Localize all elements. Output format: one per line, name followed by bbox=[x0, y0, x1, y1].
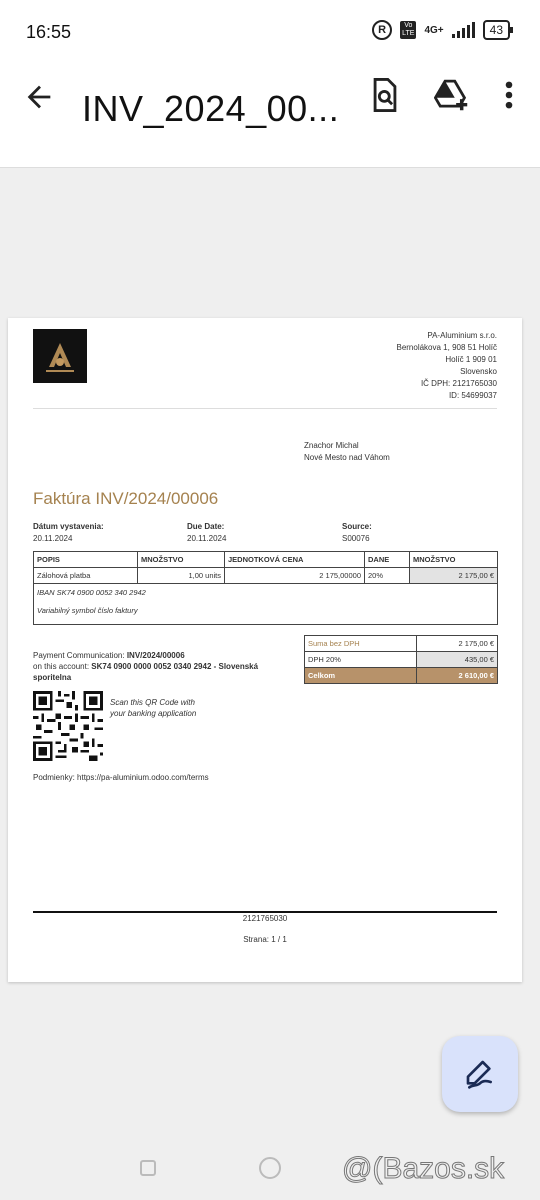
total-row: Celkom 2 610,00 € bbox=[305, 668, 498, 684]
col-header: MNOŽSTVO bbox=[138, 552, 225, 568]
totals-table bbox=[304, 635, 498, 684]
meta-due-date: Due Date: 20.11.2024 bbox=[187, 522, 227, 543]
app-bar bbox=[0, 64, 540, 168]
qr-code bbox=[33, 691, 103, 761]
document-title: INV_2024_00... bbox=[82, 88, 340, 129]
home-button[interactable] bbox=[259, 1157, 281, 1179]
status-icons bbox=[372, 20, 510, 40]
cell-description: Zálohová platba bbox=[34, 568, 138, 584]
volte-icon: Vo LTE bbox=[402, 22, 415, 37]
variable-symbol-note: Variabilný symbol číslo faktury bbox=[37, 606, 138, 615]
status-time: 16:55 bbox=[26, 22, 72, 42]
company-logo bbox=[33, 329, 87, 383]
edit-signature-button[interactable] bbox=[442, 1036, 518, 1112]
cell-unit-price: 2 175,00000 bbox=[225, 568, 365, 584]
iban-note: IBAN SK74 0900 0052 340 2942 bbox=[37, 588, 146, 597]
status-bar bbox=[0, 0, 540, 64]
col-header: POPIS bbox=[34, 552, 138, 568]
payment-communication: Payment Communication: INV/2024/00006 on this account: SK74 0900 0000 0052 0340 2942 - Slovenská sporitelna bbox=[33, 651, 259, 682]
footer-divider bbox=[33, 911, 497, 913]
registered-icon: R bbox=[372, 20, 392, 40]
cell-quantity: 1,00 units bbox=[138, 568, 225, 584]
table-header-row bbox=[34, 552, 498, 568]
cell-amount: 2 175,00 € bbox=[410, 568, 498, 584]
invoice-page bbox=[8, 318, 522, 982]
col-header: JEDNOTKOVÁ CENA bbox=[225, 552, 365, 568]
add-to-drive-icon[interactable] bbox=[434, 76, 468, 114]
more-vert-icon[interactable] bbox=[494, 76, 524, 114]
meta-source: Source: S00076 bbox=[342, 522, 372, 543]
network-type: 4G+ bbox=[424, 24, 444, 36]
customer-address: Znachor Michal Nové Mesto nad Váhom bbox=[304, 441, 390, 462]
signal-icon bbox=[452, 22, 475, 38]
invoice-lines-table bbox=[33, 551, 498, 584]
watermark: @(Bazos.sk bbox=[342, 1152, 505, 1185]
qr-hint: Scan this QR Code with your banking application bbox=[110, 698, 197, 718]
cell-tax: 20% bbox=[365, 568, 410, 584]
search-document-icon[interactable] bbox=[368, 76, 402, 114]
edit-signature-icon bbox=[464, 1058, 496, 1090]
system-nav-bar bbox=[0, 1140, 540, 1200]
company-address: PA-Aluminium s.r.o. Bernolákova 1, 908 51 Holíč Holíč 1 909 01 Slovensko IČ DPH: 2121765030 ID: 54699037 bbox=[396, 331, 497, 400]
footer-company-id: 2121765030 bbox=[242, 914, 288, 923]
recents-button[interactable] bbox=[140, 1160, 156, 1176]
tax-row: DPH 20% 435,00 € bbox=[305, 652, 498, 668]
col-header: DANE bbox=[365, 552, 410, 568]
col-header: MNOŽSTVO bbox=[410, 552, 498, 568]
meta-issue-date: Dátum vystavenia: 20.11.2024 bbox=[33, 522, 104, 543]
back-arrow-icon[interactable] bbox=[22, 80, 56, 114]
terms-link: Podmienky: https://pa-aluminium.odoo.com/terms bbox=[33, 773, 209, 782]
table-row bbox=[34, 568, 498, 584]
divider bbox=[33, 408, 497, 409]
subtotal-row: Suma bez DPH 2 175,00 € bbox=[305, 636, 498, 652]
iban-note-box bbox=[33, 583, 498, 625]
footer-page-number: Strana: 1 / 1 bbox=[243, 935, 287, 944]
invoice-title: Faktúra INV/2024/00006 bbox=[33, 489, 219, 508]
battery-indicator: 43 bbox=[483, 20, 510, 40]
